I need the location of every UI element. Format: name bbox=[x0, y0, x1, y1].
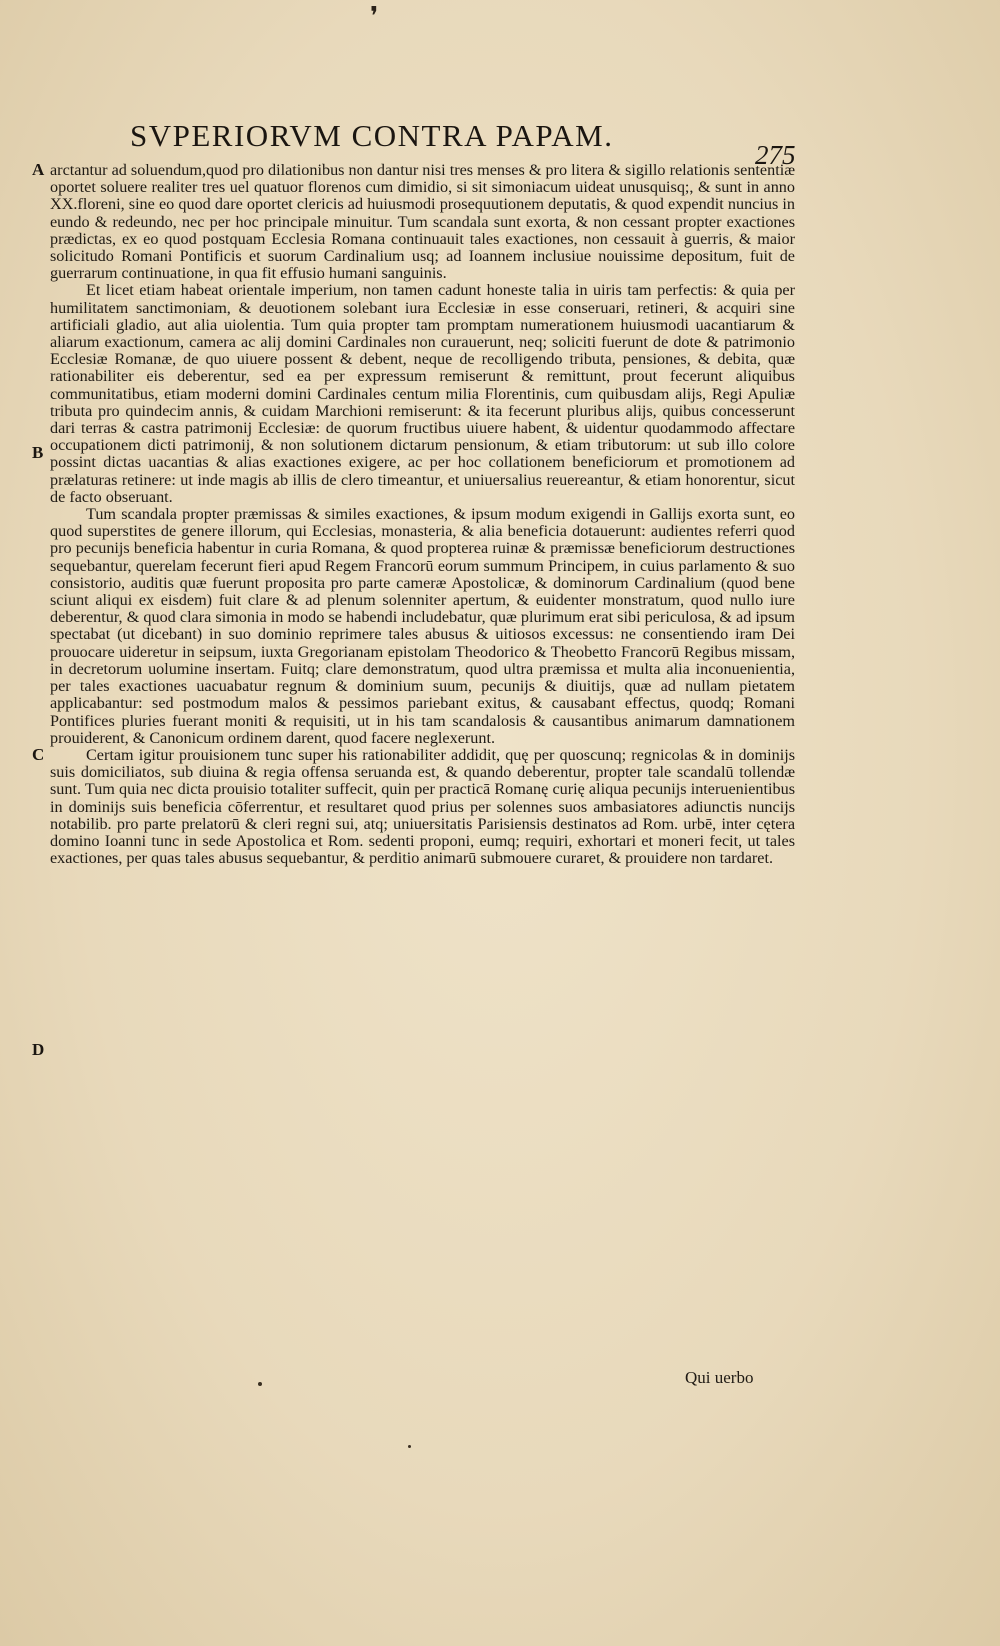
catchword: Qui uerbo bbox=[685, 1368, 754, 1387]
top-printer-mark: ❜ bbox=[370, 2, 379, 31]
paragraph-4: Certam igitur prouisionem tunc super his rationabiliter addidit, quę per quoscunq; regnicolas & in dominijs suis domiciliatos, sub diuina & regia offensa seruanda est, & quando deberentur, propter tale scandalū tollendæ sunt. Tum quia nec dicta prouisio totaliter suffecit, quin per practicā Romanę curię aliqua pecunijs interuenientibus in dominijs suis beneficia cōferrentur, et resultaret quod prius per solennes suos ambasiatores adiunctis nuncijs notabilib. pro parte prelatorū & cleri regni sui, atq; uniuersitatis Parisiensis destinatos ad Rom. urbē, inter cętera domino Ioanni tunc in sede Apostolica et Rom. sedenti proponi, eumq; requiri, exhortari et moneri fecit, ut tales exactiones, per quas tales abusus sequebantur, & perditio animarū submouere curaret, & prouidere non tardaret. bbox=[50, 745, 795, 868]
ink-speck bbox=[408, 1445, 411, 1448]
paragraph-3: Tum scandala propter præmissas & similes exactiones, & ipsum modum exigendi in Gallijs exorta sunt, eo quod superstites de genere illorum, qui Ecclesias, monasteria, & alia beneficia dotauerunt: audientes referri quod pro pecunijs beneficia habentur in curia Romana, & quod propterea ruinæ & præmissæ beneficiorum destructiones sequebantur, querelam fecerunt fieri apud Regem Francorū eorum summum Principem, in cuius parlamento & suo consistorio, auditis quæ fuerunt proposita pro parte cameræ Apostolicæ, & dominorum Cardinalium (quod bene sciunt aliqui ex eisdem) fuit clare & ad plenum solenniter apertum, & euidenter monstratum, quod nullo iure deberentur, & quod clara simonia in modo se habendi includebatur, quæ plurimum erat sibi periculosa, & ad ipsum spectabat (ut dicebant) in suo dominio reprimere tales abusus & uitiosos excessus: ne consentiendo iram Dei prouocare uideretur in seipsum, iuxta Gregorianam epistolam Theodorico & Theobetto Francorū Regibus missam, in decretorum uolumine insertam. Fuitq; clare demonstratum, quod ultra præmissa et multa alia inconuenientia, per tales exactiones uacuabatur regnum & dominium suum, pecunijs & diuitijs, quæ ad nullam pietatem applicabantur: sed postmodum malos & pessimos pariebant exitus, & causabant effectus, quodq; Romani Pontifices pluries fuerant moniti & requisiti, ut in his tam scandalosis & causantibus animarum damnationem prouiderent, & Canonicum ordinem darent, quod facere neglexerunt. bbox=[50, 505, 795, 747]
running-head: SVPERIORVM CONTRA PAPAM. bbox=[130, 118, 614, 153]
margin-letter-a: A bbox=[32, 160, 45, 179]
margin-letter-c: C bbox=[32, 745, 45, 764]
paragraph-2: Et licet etiam habeat orientale imperium, non tamen cadunt honeste talia in uiris tam perfectis: & quia per humilitatem sanctimoniam, & deuotionem solebant iura Ecclesiæ in esse conseruari, retineri, & acquiri sine artificiali gladio, aut alia uiolentia. Tum quia propter tam promptam numerationem huiusmodi uacantiarum & aliarum exactionum, camera ac alij domini Cardinales non curauerunt, neq; soliciti fuerunt de dote & patrimonio Ecclesiæ Romanæ, de quo uiuere possent & debent, neque de recolligendo tributa, pensiones, & debita, quæ rationabiliter eis deberentur, sed ea per expressum remiserunt & remittunt, prout fecerunt aliquibus communitatibus, etiam moderni domini Cardinales centum milia Florentinis, cum quibusdam alijs, Regi Apuliæ tributa pro quindecim annis, & cuidam Marchioni remiserunt: & ita fecerunt pluribus alijs, quibus concesserunt dari terras & castra patrimonij Ecclesiæ: de quorum fructibus uiuere habent, & uidentur quodammodo affectare occupationem dicti patrimonij, & non solutionem dictarum pensionum, & etiam tributorum: ut sub illo colore possint dictas uacantias & alias exactiones exigere, ac per hoc collationem beneficiorum et promotionem ad prælaturas retinere: ut inde magis ab illis de clero timeantur, et uniuersalius reuereantur, & etiam honorentur, sicut de facto obseruant. bbox=[50, 281, 795, 506]
folio-number: 275 bbox=[755, 140, 796, 170]
main-text-block bbox=[50, 162, 795, 867]
ink-speck bbox=[258, 1382, 262, 1386]
margin-letter-b: B bbox=[32, 443, 44, 462]
margin-letter-d: D bbox=[32, 1040, 45, 1059]
paragraph-1: arctantur ad soluendum,quod pro dilationibus non dantur nisi tres menses & pro litera & sigillo relationis sententiæ oportet soluere realiter tres uel quatuor florenos cum dimidio, si sit simoniacum uideat unusquisq;, & sunt in anno XX.floreni, sine eo quod dare oportet clericis ad huiusmodi prosequutionem deputatis, & quod expendit nuncius in eundo & redeundo, nec per hoc principale minuitur. Tum scandala sunt exorta, & non cessant propter exactiones prædictas, ex eo quod postquam Ecclesia Romana continuauit tales exactiones, non cessauit à guerris, & maior solicitudo Romani Pontificis et suorum Cardinalium usq; ad Ioannem inclusiue nouissime depositum, fuit de guerrarum continuatione, in qua fit effusio humani sanguinis. bbox=[50, 161, 795, 283]
